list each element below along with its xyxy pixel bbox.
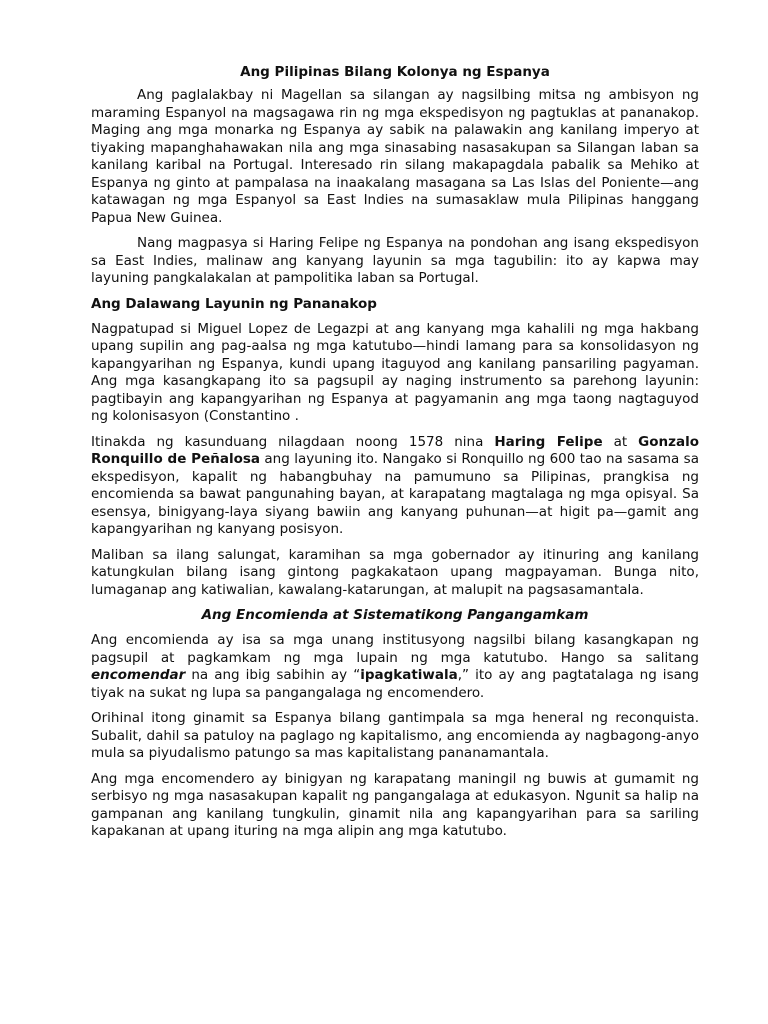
paragraph-4-text-c: at	[602, 433, 639, 450]
paragraph-3: Nagpatupad si Miguel Lopez de Legazpi at ang kanyang mga kahalili ng mga hakbang upang supilin ang pag-aalsa ng mga katutubo—hindi lamang para sa konsolidasyon ng kapangyarihan ng Espanya, kundi upang itaguyod ang kanilang pansariling pagyaman. Ang mga kasangkapang ito sa pagsupil ay naging instrumento sa parehong layunin: pagtibayin ang kapangyarihan ng Espanya at pagyamanin ang mga taong nagtaguyod ng kolonisasyon (Constantino .	[91, 320, 699, 424]
paragraph-4-bold-haring-felipe: Haring Felipe	[494, 433, 603, 450]
paragraph-4-text-a: Itinakda ng kasunduang nilagdaan noong 1578 nina	[91, 433, 495, 450]
paragraph-4-bold-ronquillo: Gonzalo Ronquillo de Peñalosa	[91, 433, 700, 467]
paragraph-6-text-c: ,” ito ay ang pagtatalaga ng isang tiyak na sukat ng lupa sa pangangalaga ng encomendero.	[91, 667, 699, 701]
paragraph-4	[91, 434, 699, 539]
paragraph-6-text-b: na ang ibig sabihin ay “	[185, 667, 361, 683]
paragraph-5: Maliban sa ilang salungat, karamihan sa mga gobernador ay itinuring ang kanilang katungkulan bilang isang gintong pagkakataon upang magpayaman. Bunga nito, lumaganap ang katiwalian, kawalang-katarungan, at malupit na pagsasamantala.	[91, 546, 699, 598]
section-heading-2: Ang Encomienda at Sistematikong Pangangamkam	[201, 607, 589, 623]
document-title: Ang Pilipinas Bilang Kolonya ng Espanya	[240, 64, 550, 80]
paragraph-6	[91, 632, 699, 702]
paragraph-1: Ang paglalakbay ni Magellan sa silangan ay nagsilbing mitsa ng ambisyon ng maraming Espanyol na magsagawa rin ng mga ekspedisyon ng pagtuklas at pananakop. Maging ang mga monarka ng Espanya ay sabik na palawakin ang kanilang imperyo at tiyaking mapanghahawakan nila ang mga sinasabing nasasakupan sa Silangan laban sa kanilang karibal na Portugal. Interesado rin silang makapagdala pabalik sa Mehiko at Espanya ng ginto at pampalasa na inaakalang masagana sa Las Islas del Poniente—ang katawagan ng mga Espanyol sa East Indies na sumasaklaw mula Pilipinas hanggang Papua New Guinea.	[91, 87, 699, 226]
section-heading-1: Ang Dalawang Layunin ng Pananakop	[91, 295, 377, 312]
paragraph-6-term-encomendar: encomendar	[91, 667, 186, 683]
paragraph-6-term-ipagkatiwala: ipagkatiwala	[360, 667, 458, 683]
paragraph-7: Orihinal itong ginamit sa Espanya bilang gantimpala sa mga heneral ng reconquista. Subalit, dahil sa patuloy na paglago ng kapitalismo, ang encomienda ay nagbagong-anyo mula sa piyudalismo patungo sa mas kapitalistang pananamantala.	[91, 710, 699, 761]
paragraph-2: Nang magpasya si Haring Felipe ng Espanya na pondohan ang isang ekspedisyon sa East Indies, malinaw ang kanyang layunin sa mga tagubilin: ito ay kapwa may layuning pangkalakalan at pampolitika laban sa Portugal.	[91, 235, 699, 286]
paragraph-8: Ang mga encomendero ay binigyan ng karapatang maningil ng buwis at gumamit ng serbisyo ng mga nasasakupan kapalit ng pangangalaga at edukasyon. Ngunit sa halip na gampanan ang kanilang tungkulin, ginamit nila ang kapangyarihan para sa sariling kapakanan at upang ituring na mga alipin ang mga katutubo.	[91, 770, 699, 839]
paragraph-4-text-d: ang layuning ito. Nangako si Ronquillo ng 600 tao na sasama sa ekspedisyon, kapalit ng habangbuhay na pamumuno sa Pilipinas, prangkisa ng encomienda sa bawat pangunahing bayan, at karapatang magtalaga ng mga opisyal. Sa esensya, binigyang-laya siyang bawiin ang kanyang puhunan—at higit pa—gamit ang kapangyarihan ng kanyang posisyon.	[91, 451, 699, 537]
paragraph-6-text-a: Ang encomienda ay isa sa mga unang institusyong nagsilbi bilang kasangkapan ng pagsupil at pagkamkam ng mga lupain ng mga katutubo. Hango sa salitang	[91, 632, 699, 666]
